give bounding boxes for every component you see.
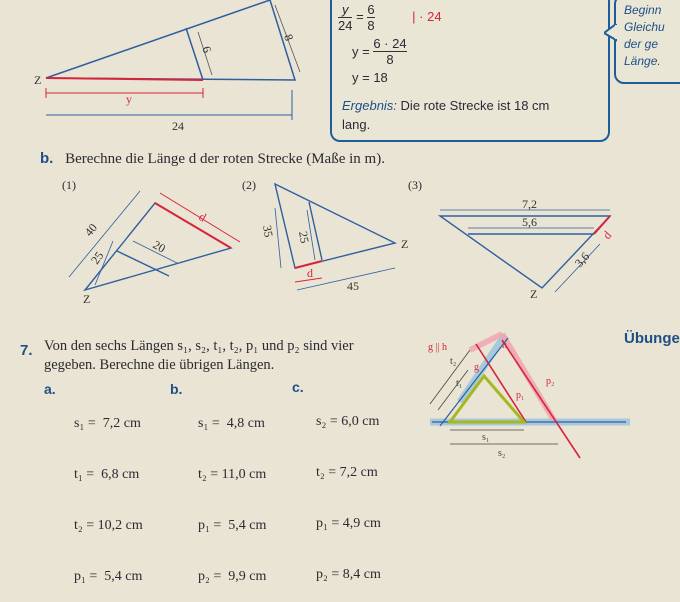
example-result [342, 96, 549, 134]
speech-pointer [604, 24, 618, 42]
fig1-number: (1) [62, 178, 76, 192]
example-line2 [352, 36, 407, 67]
fig3-label-36: 3,6 [571, 249, 593, 271]
side-line-2: Gleichu [624, 20, 665, 34]
task7-a-letter: a. [44, 381, 56, 397]
frac1-num: y [338, 2, 352, 18]
fig7-s1: s₁ [482, 432, 490, 443]
result-text-2: lang. [342, 117, 371, 132]
top-side-6: 6 [199, 44, 215, 55]
side-line-1: Beginn [624, 3, 662, 17]
task7-number: 7. [20, 342, 33, 359]
fig3-label-d: d [599, 228, 615, 243]
c-value-1: s₂ = 6,0 cm [316, 414, 380, 429]
fig1-label-20: 20 [150, 237, 168, 256]
frac2-num: 6 [367, 2, 375, 17]
task7-a-values [74, 381, 143, 602]
task7-text-2: gegeben. Berechne die übrigen Längen. [44, 357, 275, 373]
example-line1 [338, 2, 442, 33]
top-base-24: 24 [172, 119, 184, 133]
fig7-s2: s₂ [498, 448, 506, 459]
task7-text [44, 337, 354, 375]
top-z-label: Z [34, 73, 42, 87]
a-value-4: p₁ = 5,4 cm [74, 569, 143, 584]
b-value-3: p₁ = 5,4 cm [198, 518, 267, 533]
fig7-t1: t₁ [456, 378, 463, 389]
fig2-label-d: d [307, 266, 313, 280]
top-side-8: 8 [281, 32, 297, 43]
line2-den: 8 [386, 52, 394, 67]
frac-operation: | · 24 [412, 8, 442, 24]
fig3-label-56: 5,6 [522, 215, 537, 229]
figure-2 [255, 178, 425, 298]
c-value-2: t₂ = 7,2 cm [316, 465, 378, 480]
side-line-4: Länge. [624, 54, 661, 68]
fig3-label-z: Z [530, 287, 538, 301]
fig7-gh: g || h [428, 342, 448, 353]
top-triangle-figure [0, 0, 330, 150]
sidebar-heading: Übunge [624, 330, 680, 347]
fig7-t2: t₂ [450, 356, 457, 367]
figure-1 [55, 185, 245, 305]
b-value-4: p₂ = 9,9 cm [198, 569, 267, 584]
figure-3 [430, 196, 620, 306]
task7-c-values [316, 379, 381, 600]
top-y-label: y [126, 92, 132, 106]
fig1-label-25: 25 [87, 248, 107, 267]
task7-b-letter: b. [170, 381, 183, 397]
fig2-label-45: 45 [347, 279, 359, 293]
task7-figure [420, 330, 640, 470]
side-box-text [624, 2, 665, 70]
task7-text-1: Von den sechs Längen s₁, s₂, t₁, t₂, p₁ und p₂ sind vier [44, 338, 354, 354]
line2-num: 6 · 24 [373, 36, 407, 51]
frac2-den: 8 [367, 18, 375, 33]
fig7-p2: p₂ [546, 376, 555, 387]
fig7-p1: p₁ [516, 390, 525, 401]
result-label: Ergebnis: [342, 98, 397, 113]
b-value-2: t₂ = 11,0 cm [198, 467, 267, 482]
line2-lhs: y = [352, 44, 370, 59]
c-value-4: p₂ = 8,4 cm [316, 567, 381, 582]
fig3-number: (3) [408, 178, 422, 192]
fig2-label-z: Z [401, 237, 409, 251]
task7-b-values [198, 381, 266, 602]
frac1-den: 24 [338, 18, 353, 33]
fig2-number: (2) [242, 178, 256, 192]
frac-eq: = [356, 8, 364, 24]
side-line-3: der ge [624, 37, 659, 51]
fig1-label-40: 40 [81, 220, 101, 239]
fig7-g: g [474, 362, 479, 373]
c-value-3: p₁ = 4,9 cm [316, 516, 381, 531]
task-b-letter: b. [40, 150, 54, 167]
fig3-label-72: 7,2 [522, 197, 537, 211]
fig2-label-25: 25 [296, 230, 312, 245]
b-value-1: s₁ = 4,8 cm [198, 416, 265, 431]
fig1-label-d: d [196, 209, 209, 225]
fig7-h: h [502, 340, 507, 351]
example-line3: y = 18 [352, 70, 388, 85]
fig1-label-z: Z [83, 292, 91, 305]
a-value-1: s₁ = 7,2 cm [74, 416, 141, 431]
task-b-text: Berechne die Länge d der roten Strecke (Maße in m). [65, 151, 385, 167]
a-value-2: t₁ = 6,8 cm [74, 467, 140, 482]
fig2-label-35: 35 [260, 224, 276, 239]
task7-c-letter: c. [292, 379, 304, 395]
result-text: Die rote Strecke ist 18 cm [400, 98, 550, 113]
a-value-3: t₂ = 10,2 cm [74, 518, 143, 533]
task-b [40, 150, 385, 168]
